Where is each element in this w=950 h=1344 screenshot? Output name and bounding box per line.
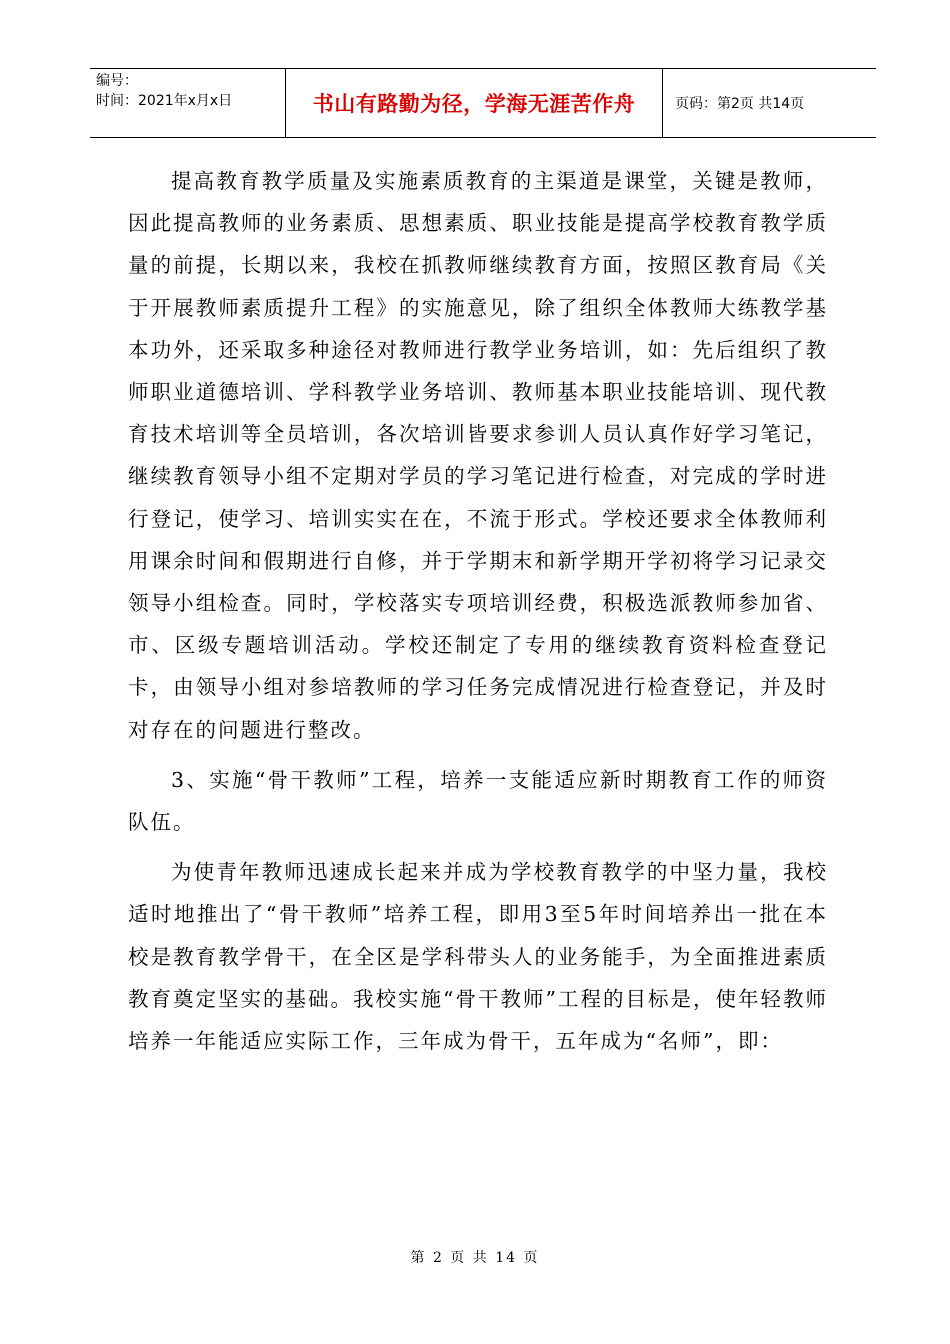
body-paragraph: 3、实施“骨干教师”工程，培养一支能适应新时期教育工作的师资队伍。 (128, 767, 828, 835)
body-paragraph: 为使青年教师迅速成长起来并成为学校教育教学的中坚力量，我校适时地推出了“骨干教师”培养工程，即用3至5年时间培养出一批在本校是教育教学骨干，在全区是学科带头人的业务能手，为全面推进素质教育奠定坚实的基础。我校实施“骨干教师”工程的目标是，使年轻教师培养一年能适应实际工作，三年成为骨干，五年成为“名师”，即： (128, 860, 828, 1054)
document-body (128, 160, 828, 1070)
header-meta (90, 69, 286, 137)
document-number: 编号： (96, 73, 138, 89)
header-page-info: 页码：第2页 共14页 (675, 96, 805, 112)
page-header (90, 68, 876, 138)
page-footer: 第 2 页 共 14 页 (410, 1250, 540, 1266)
header-motto: 书山有路勤为径，学海无涯苦作舟 (286, 69, 663, 137)
document-time: 时间：2021年x月x日 (96, 93, 233, 109)
body-paragraph: 提高教育教学质量及实施素质教育的主渠道是课堂，关键是教师，因此提高教师的业务素质、思想素质、职业技能是提高学校教育教学质量的前提，长期以来，我校在抓教师继续教育方面，按照区教育局《关于开展教师素质提升工程》的实施意见，除了组织全体教师大练教学基本功外，还采取多种途径对教师进行教学业务培训，如：先后组织了教师职业道德培训、学科教学业务培训、教师基本职业技能培训、现代教育技术培训等全员培训，各次培训皆要求参训人员认真作好学习笔记，继续教育领导小组不定期对学员的学习笔记进行检查，对完成的学时进行登记，使学习、培训实实在在，不流于形式。学校还要求全体教师利用课余时间和假期进行自修，并于学期末和新学期开学初将学习记录交领导小组检查。同时，学校落实专项培训经费，积极选派教师参加省、市、区级专题培训活动。学校还制定了专用的继续教育资料检查登记卡，由领导小组对参培教师的学习任务完成情况进行检查登记，并及时对存在的问题进行整改。 (128, 169, 828, 742)
